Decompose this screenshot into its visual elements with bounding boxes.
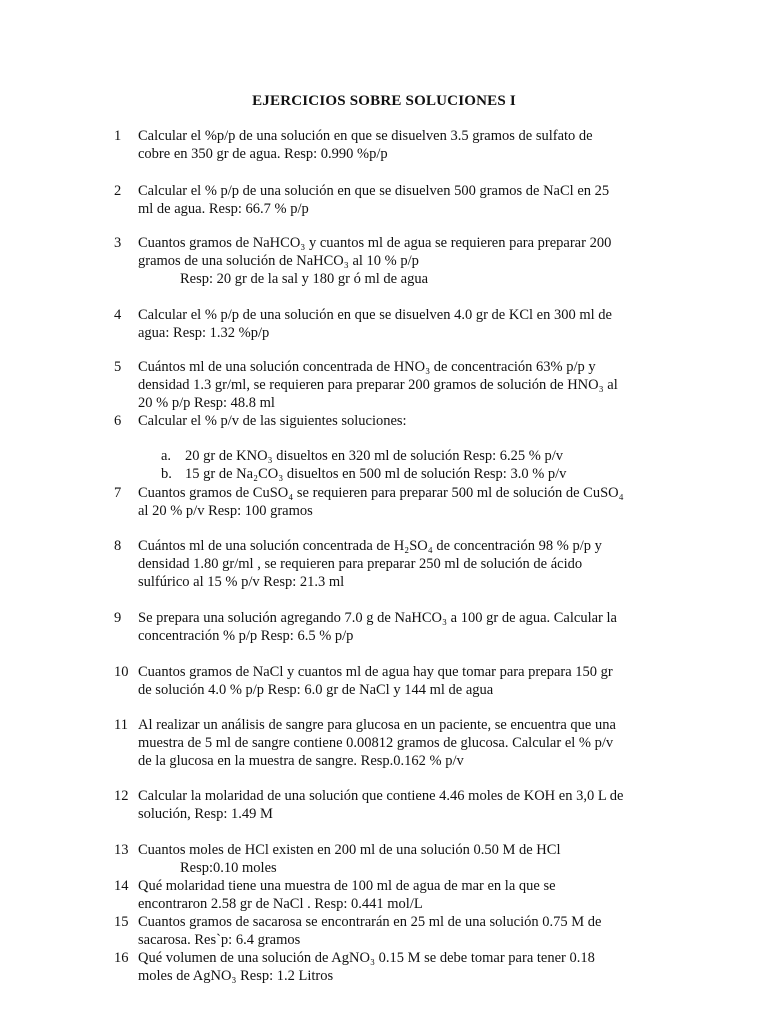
exercise-line: al 20 % p/v Resp: 100 gramos (138, 503, 313, 519)
exercise-number: 14 (114, 878, 129, 894)
exercise-line: Al realizar un análisis de sangre para glucosa en un paciente, se encuentra que una (138, 717, 616, 733)
exercise-number: 11 (114, 717, 128, 733)
exercise-line: Cuántos ml de una solución concentrada de H₂SO₄ de concentración 98 % p/p y (138, 538, 602, 554)
exercise-line: densidad 1.80 gr/ml , se requieren para preparar 250 ml de solución de ácido (138, 556, 583, 572)
exercise-number: 8 (114, 538, 122, 554)
exercise-line: Cuantos gramos de CuSO₄ se requieren para preparar 500 ml de solución de CuSO₄ (138, 485, 624, 501)
exercise-number: 10 (114, 664, 129, 680)
exercise-number: 2 (114, 183, 122, 199)
exercise-line: gramos de una solución de NaHCO₃ al 10 % p/p (138, 253, 419, 269)
exercise-line: concentración % p/p Resp: 6.5 % p/p (138, 628, 354, 644)
exercise-line: Cuantos gramos de NaCl y cuantos ml de agua hay que tomar para prepara 150 gr (138, 664, 613, 680)
exercise-number: 15 (114, 914, 129, 930)
exercise-line: Cuantos moles de HCl existen en 200 ml de una solución 0.50 M de HCl (138, 842, 561, 858)
sub-item-label: b. (161, 466, 172, 482)
exercise-line: Qué volumen de una solución de AgNO₃ 0.15 M se debe tomar para tener 0.18 (138, 950, 595, 966)
exercise-line: Se prepara una solución agregando 7.0 g de NaHCO₃ a 100 gr de agua. Calcular la (138, 610, 617, 626)
exercise-line: solución, Resp: 1.49 M (138, 806, 273, 822)
sub-item-text: 15 gr de Na₂CO₃ disueltos en 500 ml de solución Resp: 3.0 % p/v (185, 466, 567, 482)
exercise-number: 6 (114, 413, 122, 429)
document-title: EJERCICIOS SOBRE SOLUCIONES I (252, 93, 516, 109)
exercise-line: ml de agua. Resp: 66.7 % p/p (138, 201, 309, 217)
exercise-line: cobre en 350 gr de agua. Resp: 0.990 %p/p (138, 146, 388, 162)
exercise-number: 7 (114, 485, 122, 501)
exercise-line: agua: Resp: 1.32 %p/p (138, 325, 270, 341)
exercise-line: muestra de 5 ml de sangre contiene 0.00812 gramos de glucosa. Calcular el % p/v (138, 735, 614, 751)
exercise-line: Cuántos ml de una solución concentrada de HNO₃ de concentración 63% p/p y (138, 359, 596, 375)
sub-item-text: 20 gr de KNO₃ disueltos en 320 ml de solución Resp: 6.25 % p/v (185, 448, 563, 464)
exercise-line: Calcular el % p/v de las siguientes soluciones: (138, 413, 407, 429)
exercise-number: 4 (114, 307, 122, 323)
sub-item-a (161, 447, 563, 465)
exercise-line: Calcular la molaridad de una solución que contiene 4.46 moles de KOH en 3,0 L de (138, 788, 624, 804)
exercise-line: de la glucosa en la muestra de sangre. Resp.0.162 % p/v (138, 753, 464, 769)
exercise-line: encontraron 2.58 gr de NaCl . Resp: 0.441 mol/L (138, 896, 423, 912)
exercise-number: 12 (114, 788, 129, 804)
exercise-line: moles de AgNO₃ Resp: 1.2 Litros (138, 968, 334, 984)
exercise-line: Calcular el %p/p de una solución en que se disuelven 3.5 gramos de sulfato de (138, 128, 593, 144)
exercise-number: 1 (114, 128, 122, 144)
exercise-line: sulfúrico al 15 % p/v Resp: 21.3 ml (138, 574, 345, 590)
exercise-number: 3 (114, 235, 122, 251)
exercise-number: 5 (114, 359, 122, 375)
exercise-line: Cuantos gramos de NaHCO₃ y cuantos ml de agua se requieren para preparar 200 (138, 235, 612, 251)
exercise-line: Calcular el % p/p de una solución en que se disuelven 500 gramos de NaCl en 25 (138, 183, 610, 199)
exercise-line: de solución 4.0 % p/p Resp: 6.0 gr de NaCl y 144 ml de agua (138, 682, 494, 698)
exercise-number: 16 (114, 950, 129, 966)
sub-item-label: a. (161, 448, 172, 464)
exercise-number: 9 (114, 610, 122, 626)
exercise-line: 20 % p/p Resp: 48.8 ml (138, 395, 275, 411)
exercise-line: Qué molaridad tiene una muestra de 100 ml de agua de mar en la que se (138, 878, 556, 894)
exercise-number: 13 (114, 842, 129, 858)
exercise-line: densidad 1.3 gr/ml, se requieren para preparar 200 gramos de solución de HNO₃ al (138, 377, 618, 393)
exercise-answer: Resp:0.10 moles (180, 860, 277, 876)
exercise-answer: Resp: 20 gr de la sal y 180 gr ó ml de agua (180, 271, 429, 287)
exercise-line: Calcular el % p/p de una solución en que se disuelven 4.0 gr de KCl en 300 ml de (138, 307, 612, 323)
sub-item-b (161, 465, 566, 483)
exercise-line: sacarosa. Res`p: 6.4 gramos (138, 932, 301, 948)
exercise-line: Cuantos gramos de sacarosa se encontrarán en 25 ml de una solución 0.75 M de (138, 914, 602, 930)
